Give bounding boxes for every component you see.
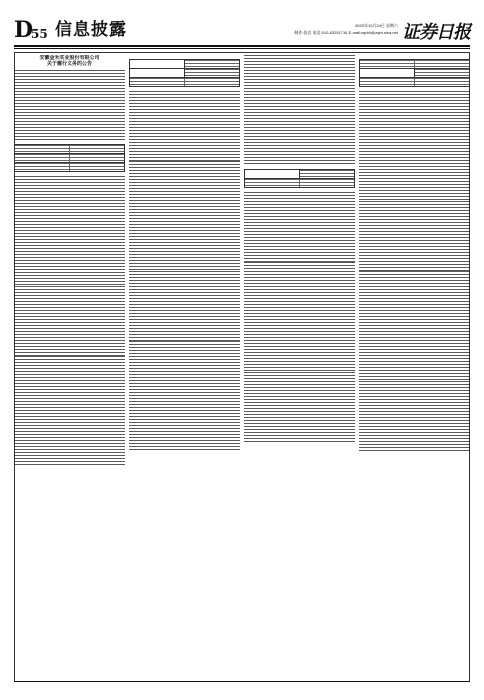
column-1	[14, 55, 125, 680]
page-number: 55	[31, 27, 48, 41]
table-row	[15, 145, 124, 154]
table-cell	[185, 60, 239, 68]
notice-title: 关于履行义务的公告	[46, 61, 92, 67]
date-line: 2020年10月24日 星期六	[355, 23, 398, 28]
table-label	[130, 60, 185, 68]
table-cell	[185, 78, 239, 86]
table-cell	[15, 154, 70, 162]
table-row	[130, 78, 239, 86]
table-cell	[70, 163, 124, 171]
table	[244, 169, 355, 188]
body-text	[359, 201, 470, 271]
body-text	[129, 271, 240, 341]
thin-rule	[14, 48, 470, 49]
body-text	[244, 372, 355, 442]
table-cell	[300, 179, 354, 187]
footer-rule	[14, 681, 470, 682]
table-cell	[70, 154, 124, 162]
brand-logo: 证券日报	[402, 22, 470, 43]
body-text	[244, 192, 355, 262]
body-text	[244, 262, 355, 372]
table-cell	[360, 78, 415, 86]
table-cell	[130, 78, 185, 86]
table-cell	[415, 69, 469, 77]
table-row	[130, 69, 239, 78]
table-cell	[245, 179, 300, 187]
table-row	[360, 69, 469, 78]
masthead	[14, 17, 470, 43]
body-text	[359, 91, 470, 201]
table-row	[130, 60, 239, 69]
table-cell	[415, 78, 469, 86]
table-row	[245, 179, 354, 187]
body-text	[129, 341, 240, 451]
column-3	[244, 55, 355, 680]
top-rule	[14, 45, 470, 47]
table-row	[245, 170, 354, 179]
body-text	[14, 286, 125, 356]
body-text	[244, 55, 355, 165]
table-label	[245, 170, 300, 178]
body-text	[14, 356, 125, 466]
column-4	[359, 55, 470, 680]
body-text	[14, 176, 125, 286]
table-row	[15, 154, 124, 163]
table-cell	[15, 163, 70, 171]
body-text	[129, 161, 240, 271]
table	[14, 144, 125, 172]
table-row	[15, 163, 124, 171]
table-label	[360, 69, 415, 77]
table	[129, 59, 240, 87]
body-text	[359, 271, 470, 381]
column-2	[129, 55, 240, 680]
section-title: 信息披露	[55, 20, 127, 40]
page-letter: D	[14, 17, 34, 43]
table-cell	[70, 145, 124, 153]
table-cell	[15, 145, 70, 153]
contact-line: 制作:张岩 电话:010-83251716 E-mail:zqrb9@zqrb.sina.net	[294, 30, 398, 35]
body-text	[359, 381, 470, 451]
company-name: 安徽金禾实业股份有限公司	[39, 55, 100, 61]
table	[359, 59, 470, 87]
table-row	[360, 78, 469, 86]
table-cell	[360, 60, 415, 68]
table-cell	[185, 69, 239, 77]
table-cell	[415, 60, 469, 68]
table-row	[360, 60, 469, 69]
body-text	[14, 70, 125, 140]
table-label	[130, 69, 185, 77]
body-text	[129, 91, 240, 161]
table-cell	[300, 170, 354, 178]
